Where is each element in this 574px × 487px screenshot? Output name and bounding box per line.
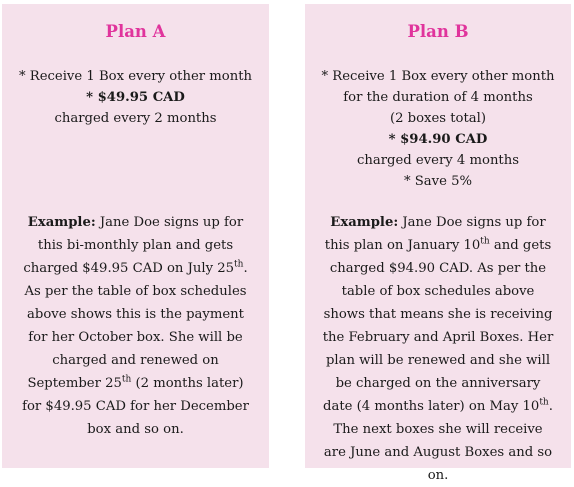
- plan-b-example-ordinal: th: [480, 236, 490, 247]
- plan-a-price: * $49.95 CAD: [86, 90, 185, 105]
- plan-b-example-text: and gets charged $94.90 CAD. As per the table of box schedules above shows that means she is receiving the February and April Boxes. Her plan will be renewed and she will be charged on the anniversary date (4 months later) on May 10: [322, 238, 554, 414]
- plan-b-example: [321, 211, 555, 487]
- plan-a-example-ordinal: th: [234, 259, 244, 270]
- plan-a-example-text: . As per the table of box schedules above shows this is the payment for her October box. She will be charged and renewed on September 25: [24, 261, 248, 391]
- plan-a-example-text: Jane Doe signs up for this bi-monthly plan and gets charged $49.95 CAD on July 25: [23, 215, 244, 276]
- plan-a-example-text: (2 months later) for $49.95 CAD for her December box and so on.: [22, 376, 249, 437]
- plan-b-feature-duration: for the duration of 4 months: [343, 90, 533, 105]
- plan-b-example-ordinal: th: [539, 397, 549, 408]
- plan-b-savings: * Save 5%: [403, 174, 473, 189]
- plan-b-example-label: Example:: [330, 215, 399, 230]
- plan-b-title: Plan B: [407, 22, 469, 41]
- plan-b-feature-frequency: * Receive 1 Box every other month: [321, 69, 555, 84]
- plan-b-billing-cycle: charged every 4 months: [356, 153, 519, 168]
- plan-b-features: [305, 66, 571, 192]
- plan-b-example-text: . The next boxes she will receive are June and August Boxes and so on.: [323, 399, 553, 483]
- plan-b-example-text: Jane Doe signs up for this plan on January 10: [324, 215, 546, 253]
- plan-a-feature-frequency: * Receive 1 Box every other month: [19, 69, 252, 84]
- plan-a-example-label: Example:: [27, 215, 96, 230]
- plan-a-example: [18, 211, 253, 441]
- plan-a-billing-cycle: charged every 2 months: [54, 111, 217, 126]
- plan-a-card: [2, 4, 269, 468]
- plan-b-card: [305, 4, 571, 483]
- plan-b-feature-box-count: (2 boxes total): [389, 111, 487, 126]
- plan-a-example-ordinal: th: [121, 374, 132, 385]
- plan-a-features: [2, 66, 269, 129]
- plan-b-price: * $94.90 CAD: [388, 132, 488, 147]
- plan-a-title: Plan A: [105, 22, 166, 41]
